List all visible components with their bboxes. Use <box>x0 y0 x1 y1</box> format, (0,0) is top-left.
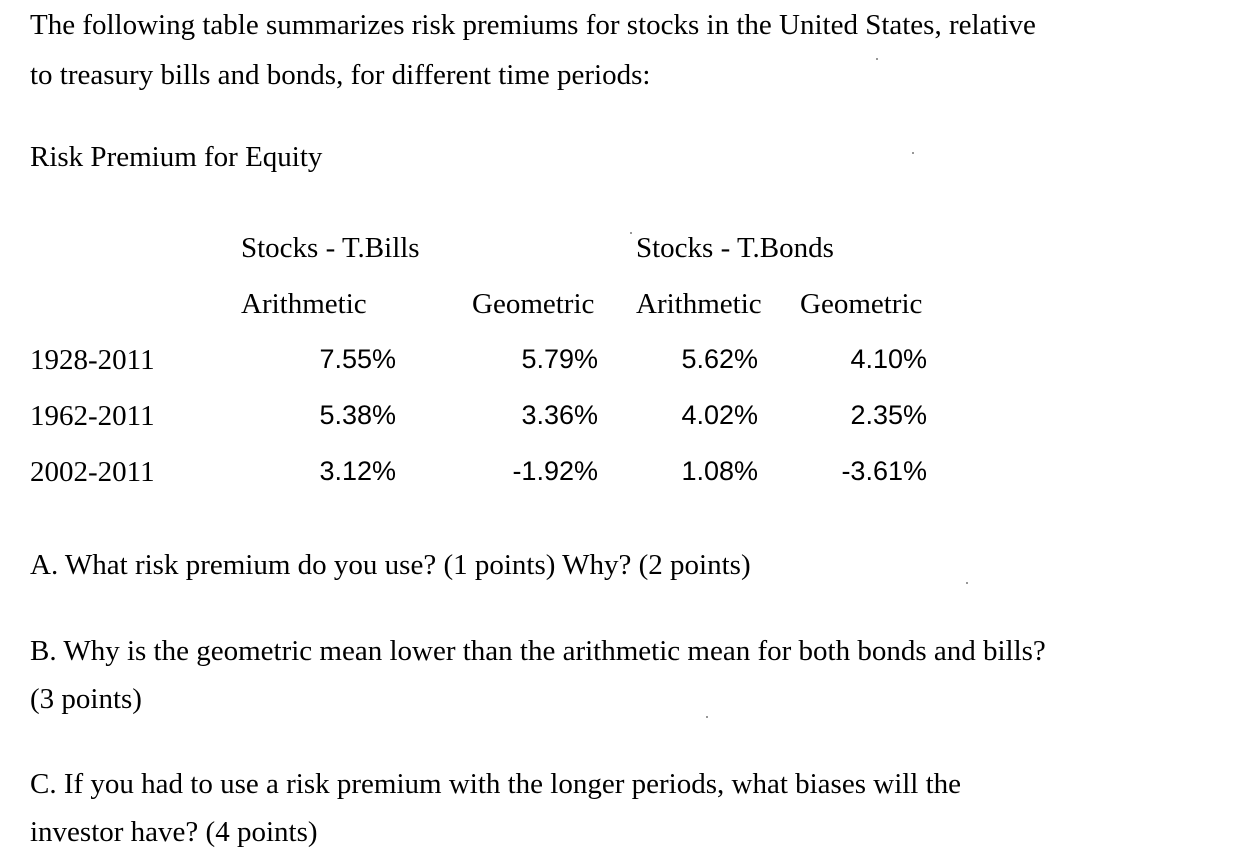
question-c-line-1: C. If you had to use a risk premium with the longer periods, what biases will the <box>30 768 962 800</box>
table-cell: 2.35% <box>850 400 927 430</box>
period-label: 2002-2011 <box>30 456 155 488</box>
question-c-line-2: investor have? (4 points) <box>30 816 318 848</box>
table-cell: 5.62% <box>681 344 758 374</box>
subheader-tbills-arithmetic: Arithmetic <box>241 288 367 320</box>
table-cell: 1.08% <box>681 456 758 486</box>
scan-speck <box>912 152 914 154</box>
group-header-stocks-tbonds: Stocks - T.Bonds <box>636 232 834 264</box>
table-cell: 3.12% <box>319 456 396 486</box>
table-cell: 5.79% <box>521 344 598 374</box>
intro-text-line-2: to treasury bills and bonds, for different time periods: <box>30 59 651 91</box>
scan-speck <box>876 58 878 60</box>
period-label: 1962-2011 <box>30 400 155 432</box>
intro-text-line-1: The following table summarizes risk premiums for stocks in the United States, relative <box>30 9 1036 41</box>
table-cell: -3.61% <box>841 456 927 486</box>
question-b-line-2: (3 points) <box>30 683 142 715</box>
subheader-tbills-geometric: Geometric <box>472 288 595 320</box>
table-title: Risk Premium for Equity <box>30 141 323 173</box>
group-header-stocks-tbills: Stocks - T.Bills <box>241 232 420 264</box>
table-cell: 3.36% <box>521 400 598 430</box>
table-cell: 4.10% <box>850 344 927 374</box>
question-a: A. What risk premium do you use? (1 points) Why? (2 points) <box>30 549 751 581</box>
table-cell: -1.92% <box>512 456 598 486</box>
table-cell: 7.55% <box>319 344 396 374</box>
subheader-tbonds-arithmetic: Arithmetic <box>636 288 762 320</box>
period-label: 1928-2011 <box>30 344 155 376</box>
question-b-line-1: B. Why is the geometric mean lower than the arithmetic mean for both bonds and bills? <box>30 635 1046 667</box>
scan-speck <box>706 716 708 718</box>
table-cell: 5.38% <box>319 400 396 430</box>
scan-speck <box>630 232 632 234</box>
subheader-tbonds-geometric: Geometric <box>800 288 923 320</box>
table-cell: 4.02% <box>681 400 758 430</box>
scan-speck <box>966 582 968 584</box>
